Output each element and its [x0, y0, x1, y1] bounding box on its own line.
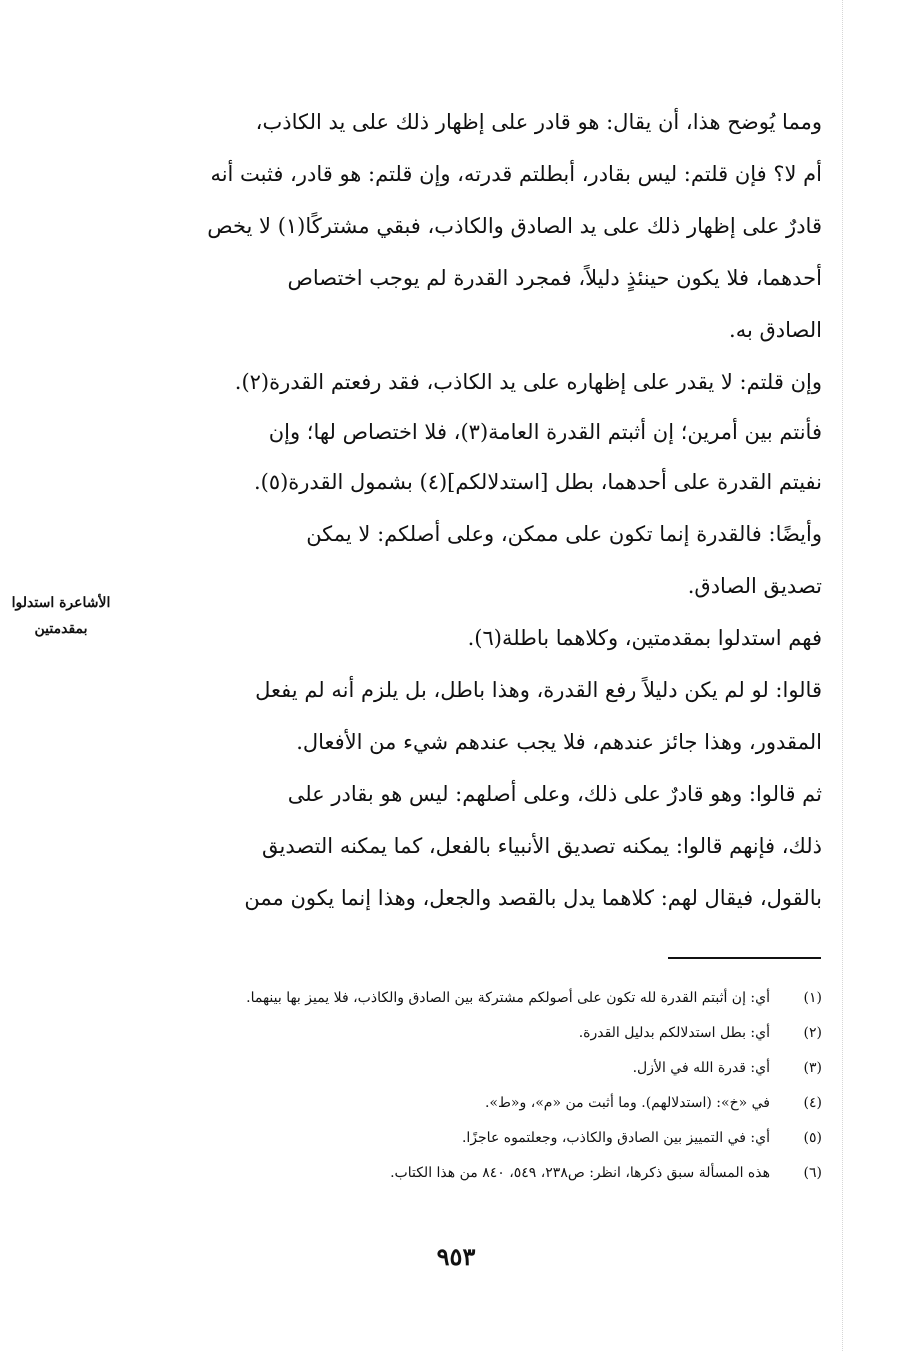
text-line: قادرٌ على إظهار ذلك على يد الصادق والكاذب، فبقي مشتركًا(١) لا يخص	[207, 214, 822, 238]
footnote-number: (٦)	[803, 1165, 822, 1181]
text-line: أحدهما، فلا يكون حينئذٍ دليلاً، فمجرد القدرة لم يوجب اختصاص	[287, 266, 822, 290]
footnote-separator	[668, 957, 821, 959]
footnote-number: (٤)	[803, 1095, 822, 1111]
text-line: ثم قالوا: وهو قادرٌ على ذلك، وعلى أصلهم: ليس هو بقادر على	[287, 782, 822, 806]
text-line: ومما يُوضح هذا، أن يقال: هو قادر على إظهار ذلك على يد الكاذب،	[255, 110, 822, 134]
footnote	[110, 1053, 822, 1088]
text-line: قالوا: لو لم يكن دليلاً رفع القدرة، وهذا باطل، بل يلزم أنه لم يفعل	[255, 678, 822, 702]
footnote-text: أي: في التمييز بين الصادق والكاذب، وجعلتموه عاجزًا.	[461, 1130, 770, 1146]
footnote-text: هذه المسألة سبق ذكرها، انظر: ص٢٣٨، ٥٤٩، ٨٤٠ من هذا الكتاب.	[390, 1165, 770, 1181]
footnote-number: (٥)	[803, 1130, 822, 1146]
footnote-number: (١)	[803, 990, 822, 1006]
text-line: نفيتم القدرة على أحدهما، بطل [استدلالكم](٤) بشمول القدرة(٥).	[253, 470, 822, 494]
text-line: وإن قلتم: لا يقدر على إظهاره على يد الكاذب، فقد رفعتم القدرة(٢).	[234, 370, 822, 394]
footnotes	[110, 983, 822, 1193]
page-number: ٩٥٣	[436, 1242, 476, 1271]
page-edge	[842, 0, 843, 1351]
footnote	[110, 1123, 822, 1158]
text-line: فهم استدلوا بمقدمتين، وكلاهما باطلة(٦).	[467, 626, 822, 650]
footnote	[110, 1088, 822, 1123]
text-line: فأنتم بين أمرين؛ إن أثبتم القدرة العامة(٣)، فلا اختصاص لها؛ وإن	[268, 420, 822, 444]
text-line: وأيضًا: فالقدرة إنما تكون على ممكن، وعلى أصلكم: لا يمكن	[306, 522, 822, 546]
footnote-number: (٣)	[803, 1060, 822, 1076]
main-text	[110, 96, 822, 924]
footnote-text: أي: إن أثبتم القدرة لله تكون على أصولكم مشتركة بين الصادق والكاذب، فلا يميز بها بينهما.	[246, 990, 770, 1006]
margin-note-line: بمقدمتين	[34, 621, 88, 637]
text-line: ذلك، فإنهم قالوا: يمكنه تصديق الأنبياء بالفعل، كما يمكنه التصديق	[261, 834, 822, 858]
text-line: المقدور، وهذا جائز عندهم، فلا يجب عندهم شيء من الأفعال.	[296, 730, 822, 754]
footnote-number: (٢)	[803, 1025, 822, 1041]
margin-note	[6, 590, 116, 642]
footnote-text: في «خ»: (استدلالهم). وما أثبت من «م»، و«ط».	[484, 1095, 770, 1111]
footnote	[110, 983, 822, 1018]
footnote	[110, 1158, 822, 1193]
text-line: بالقول، فيقال لهم: كلاهما يدل بالقصد والجعل، وهذا إنما يكون ممن	[244, 886, 822, 910]
text-line: أم لا؟ فإن قلتم: ليس بقادر، أبطلتم قدرته، وإن قلتم: هو قادر، فثبت أنه	[210, 162, 822, 186]
footnote-text: أي: قدرة الله في الأزل.	[632, 1060, 770, 1076]
footnote-text: أي: بطل استدلالكم بدليل القدرة.	[578, 1025, 770, 1041]
footnote	[110, 1018, 822, 1053]
text-line: الصادق به.	[729, 318, 822, 342]
text-line: تصديق الصادق.	[687, 574, 822, 598]
margin-note-line: الأشاعرة استدلوا	[11, 595, 111, 611]
